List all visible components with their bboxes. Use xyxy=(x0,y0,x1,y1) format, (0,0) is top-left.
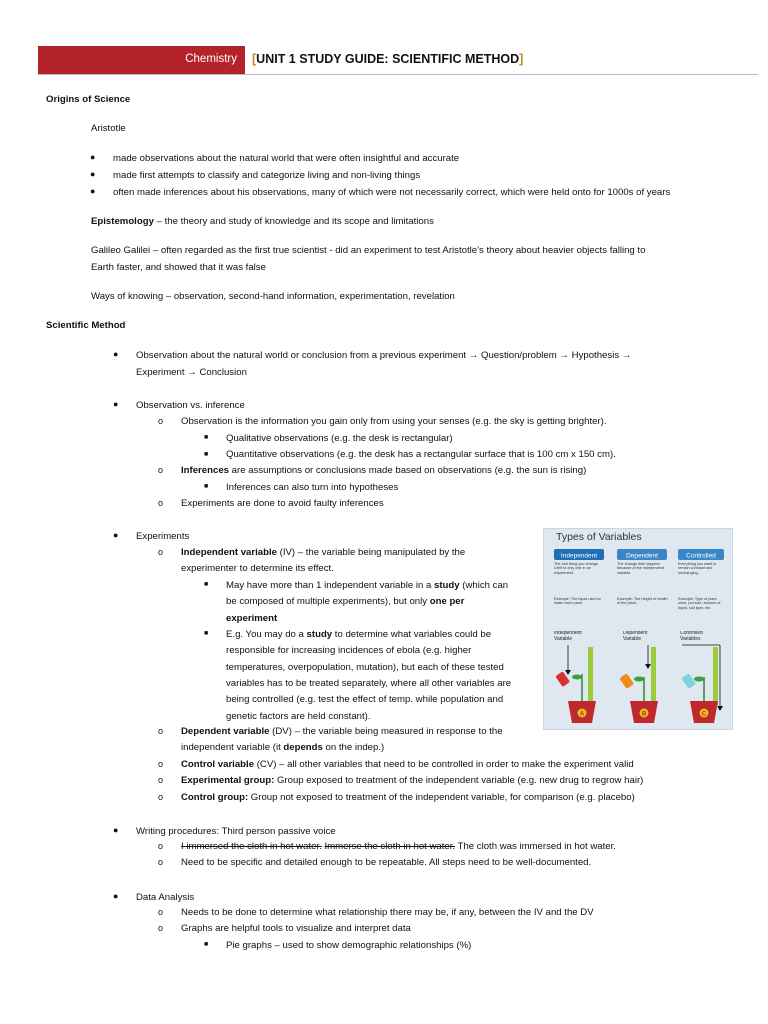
list-item: made first attempts to classify and categorize living and non-living things xyxy=(113,170,421,181)
quantitative-obs: Quantitative observations (e.g. the desk has a rectangular surface that is 100 cm x 150 cm). xyxy=(226,449,616,460)
dependent-example: Example: The height or health of the plant. xyxy=(617,597,668,606)
pot-c-label: C xyxy=(701,711,707,718)
square-bullet-icon: ■ xyxy=(204,483,209,490)
controlled-description: Everything you want to remain constant and unchanging. xyxy=(678,562,717,575)
iv-sub2-line-5: being controlled (e.g. test the effect of temp. while population and xyxy=(226,694,504,705)
ruler-icon xyxy=(651,647,656,707)
dependent-label: Dependent xyxy=(626,552,658,560)
cv-def: Control variable (CV) – all other variables that need to be controlled in order to make the experiment valid xyxy=(181,759,634,770)
inferences-hypotheses: Inferences can also turn into hypotheses xyxy=(226,482,399,493)
dependent-description: The change that happens because of the independent variable. xyxy=(617,562,664,575)
subject-label: Chemistry xyxy=(185,53,237,65)
ways-of-knowing: Ways of knowing – observation, second-hand information, experimentation, revelation xyxy=(91,291,455,302)
iv-sub2-line-4: variables has to be treated separately, where all other variables are xyxy=(226,678,512,689)
data-analysis-label: Data Analysis xyxy=(136,892,195,903)
pot-b-label: B xyxy=(641,711,647,718)
square-bullet-icon: ■ xyxy=(204,941,209,948)
square-bullet-icon: ■ xyxy=(204,630,209,637)
iv-sub1-line-1: May have more than 1 independent variable in a study (which can xyxy=(226,580,509,591)
method-steps-line-2: Experiment → Conclusion xyxy=(136,367,247,378)
iv-sub2-line-1: E.g. You may do a study to determine what variables could be xyxy=(226,629,492,640)
circle-bullet-icon: o xyxy=(158,857,164,867)
circle-bullet-icon: o xyxy=(158,759,164,769)
galileo-line-2: Earth faster, and showed that it was false xyxy=(91,262,266,273)
bullet-icon: ● xyxy=(113,891,119,901)
experimental-group-def: Experimental group: Group exposed to treatment of the independent variable (e.g. new drug to regrow hair) xyxy=(181,775,644,786)
circle-bullet-icon: o xyxy=(158,416,164,426)
faulty-inferences: Experiments are done to avoid faulty inferences xyxy=(181,498,384,509)
aristotle-label: Aristotle xyxy=(91,123,126,134)
writing-procedures: Writing procedures: Third person passive voice xyxy=(136,826,336,837)
dependent-variable-label: Dependent Variable xyxy=(623,631,648,642)
section-heading-origins: Origins of Science xyxy=(46,94,131,105)
independent-example: Example: The liquid used to water each plant. xyxy=(554,597,601,606)
list-item: made observations about the natural world that were often insightful and accurate xyxy=(113,153,460,164)
obs-vs-inf: Observation vs. inference xyxy=(136,400,245,411)
control-group-def: Control group: Group not exposed to treatment of the independent variable, for comparison (e.g. placebo) xyxy=(181,792,635,803)
circle-bullet-icon: o xyxy=(158,465,164,475)
title-text: UNIT 1 STUDY GUIDE: SCIENTIFIC METHOD xyxy=(256,52,520,66)
iv-def-line-2: experimenter to determine its effect. xyxy=(181,563,334,574)
circle-bullet-icon: o xyxy=(158,775,164,785)
iv-sub1-line-2: be composed of multiple experiments), but only one per xyxy=(226,596,465,607)
bullet-icon: ● xyxy=(113,399,119,409)
arrow-head-icon xyxy=(565,670,571,675)
circle-bullet-icon: o xyxy=(158,547,164,557)
independent-label: Independent xyxy=(560,552,598,560)
page-header xyxy=(38,46,758,75)
galileo-line-1: Galileo Galilei – often regarded as the first true scientist - did an experiment to test Aristotle’s theory about heavier objects falling to xyxy=(91,245,646,256)
figure-title: Types of Variables xyxy=(556,531,642,543)
dv-def-line-1: Dependent variable (DV) – the variable being measured in response to the xyxy=(181,726,503,737)
iv-sub2-line-6: genetic factors are held constant). xyxy=(226,711,371,722)
passive-voice-example: I immersed the cloth in hot water. Immerse the cloth in hot water. The cloth was immersed in hot water. xyxy=(181,841,616,852)
experiments-label: Experiments xyxy=(136,531,190,542)
list-item: often made inferences about his observations, many of which were not necessarily correct, which were held onto for 1000s of years xyxy=(113,187,671,198)
subject-banner xyxy=(38,46,245,74)
square-bullet-icon: ■ xyxy=(204,451,209,458)
data-analysis-1: Needs to be done to determine what relationship there may be, if any, between the IV and the DV xyxy=(181,907,594,918)
specific-detail: Need to be specific and detailed enough to be repeatable. All steps need to be well-documented. xyxy=(181,857,592,868)
bullet-icon: ● xyxy=(90,186,96,196)
pie-graphs: Pie graphs – used to show demographic relationships (%) xyxy=(226,940,472,951)
leaf-icon xyxy=(694,677,704,682)
controlled-variables-label: Controlled Variables xyxy=(680,631,703,642)
orange-cup-icon xyxy=(619,673,634,689)
leaf-icon xyxy=(634,677,644,682)
leaf-icon xyxy=(572,675,582,680)
square-bullet-icon: ■ xyxy=(204,434,209,441)
ruler-icon xyxy=(713,647,718,707)
bullet-icon: ● xyxy=(90,152,96,162)
observation-def: Observation is the information you gain only from using your senses (e.g. the sky is getting brighter). xyxy=(181,416,607,427)
circle-bullet-icon: o xyxy=(158,907,164,917)
controlled-example: Example: Type of plant used, pot size, amount of liquid, soil type, etc. xyxy=(678,597,721,610)
circle-bullet-icon: o xyxy=(158,726,164,736)
bullet-icon: ● xyxy=(90,169,96,179)
circle-bullet-icon: o xyxy=(158,841,164,851)
bullet-icon: ● xyxy=(113,349,119,359)
epistemology-definition: Epistemology – the theory and study of knowledge and its scope and limitations xyxy=(91,216,434,227)
independent-description: The one thing you change. Limit to only one in an experiment. xyxy=(554,562,599,575)
circle-bullet-icon: o xyxy=(158,792,164,802)
pot-a-label: A xyxy=(579,711,585,718)
types-of-variables-figure xyxy=(543,528,733,730)
iv-sub2-line-3: temperatures, overpopulation, mutation), but each of these tested xyxy=(226,662,504,673)
circle-bullet-icon: o xyxy=(158,923,164,933)
independent-variable-label: Independent Variable xyxy=(554,631,582,642)
method-steps-line-1: Observation about the natural world or conclusion from a previous experiment → Question/problem → Hypothesis → xyxy=(136,350,632,361)
dv-def-line-2: independent variable (it depends on the indep.) xyxy=(181,742,385,753)
qualitative-obs: Qualitative observations (e.g. the desk is rectangular) xyxy=(226,433,453,444)
square-bullet-icon: ■ xyxy=(204,581,209,588)
iv-def-line-1: Independent variable (IV) – the variable being manipulated by the xyxy=(181,547,466,558)
section-heading-method: Scientific Method xyxy=(46,320,126,331)
arrow-head-icon xyxy=(645,664,651,669)
bullet-icon: ● xyxy=(113,530,119,540)
figure-illustration xyxy=(544,529,732,729)
bullet-icon: ● xyxy=(113,825,119,835)
data-analysis-2: Graphs are helpful tools to visualize and interpret data xyxy=(181,923,411,934)
inferences-def: Inferences are assumptions or conclusions made based on observations (e.g. the sun is rising) xyxy=(181,465,587,476)
iv-sub1-line-3: experiment xyxy=(226,613,278,624)
circle-bullet-icon: o xyxy=(158,498,164,508)
document-title: [UNIT 1 STUDY GUIDE: SCIENTIFIC METHOD] xyxy=(252,52,524,66)
iv-sub2-line-2: responsible for increasing incidences of ebola (e.g. higher xyxy=(226,645,472,656)
controlled-label: Controlled xyxy=(686,552,716,560)
ruler-icon xyxy=(588,647,593,707)
cyan-cup-icon xyxy=(681,673,696,689)
